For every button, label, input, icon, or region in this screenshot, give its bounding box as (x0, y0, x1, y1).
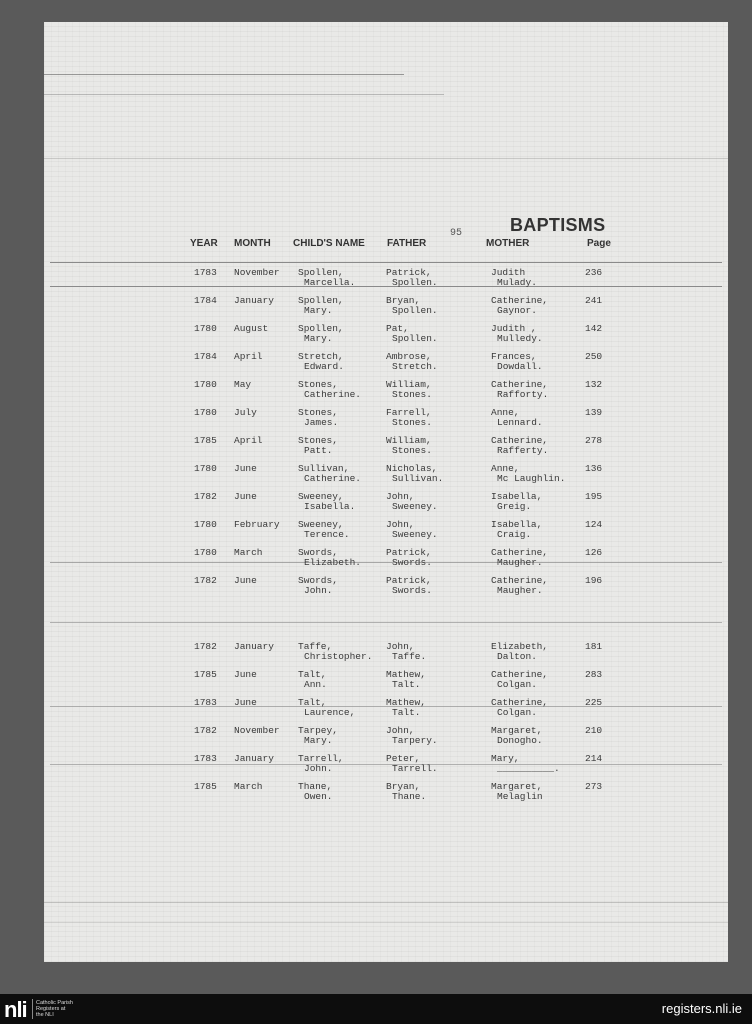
entry-year: 1784 (194, 295, 217, 306)
entry-page: 195 (585, 491, 603, 502)
entry-month: January (234, 295, 274, 306)
table-row (44, 726, 728, 754)
entry-year: 1784 (194, 351, 217, 362)
entry-child: Sweeney, (298, 491, 344, 502)
entry-month: June (234, 491, 257, 502)
entry-child: Stones, (298, 407, 338, 418)
entry-father: William, (386, 379, 432, 390)
entry-child: Stones, (298, 379, 338, 390)
entry-page: 139 (585, 407, 603, 418)
entry-year: 1785 (194, 435, 217, 446)
entry-mother-line2: Gaynor. (497, 305, 537, 316)
entry-mother-line2: Mulledy. (497, 333, 543, 344)
entry-father: John, (386, 641, 415, 652)
entry-child-line2: Marcella. (304, 277, 356, 288)
entry-page: 225 (585, 697, 603, 708)
entry-father-line2: Swords. (392, 557, 432, 568)
entry-year: 1783 (194, 697, 217, 708)
entry-month: June (234, 575, 257, 586)
entry-child-line2: Isabella. (304, 501, 356, 512)
entry-child-line2: James. (304, 417, 339, 428)
entry-year: 1782 (194, 641, 217, 652)
entry-page: 132 (585, 379, 603, 390)
site-link[interactable]: registers.nli.ie (661, 1001, 742, 1016)
table-row (44, 464, 728, 492)
entry-father: Mathew, (386, 669, 426, 680)
entry-page: 126 (585, 547, 603, 558)
entry-mother: Anne, (491, 407, 520, 418)
nli-logo[interactable]: nli (4, 997, 27, 1022)
entry-child: Thane, (298, 781, 333, 792)
entry-mother-line2: Colgan. (497, 679, 537, 690)
entry-father: Peter, (386, 753, 421, 764)
entry-child-line2: Patt. (304, 445, 333, 456)
entry-child-line2: Laurence, (304, 707, 356, 718)
entry-page: 142 (585, 323, 603, 334)
row-rule (50, 622, 722, 623)
entry-child-line2: Ann. (304, 679, 327, 690)
table-row (44, 670, 728, 698)
entry-child: Swords, (298, 575, 338, 586)
entry-mother-line2: Donogho. (497, 735, 543, 746)
entry-father: Pat, (386, 323, 409, 334)
entry-father-line2: Talt. (392, 707, 421, 718)
entry-mother-line2: Maugher. (497, 585, 543, 596)
entry-month: November (234, 267, 280, 278)
entry-page: 136 (585, 463, 603, 474)
table-row (44, 268, 728, 296)
header-year: YEAR (190, 238, 218, 249)
entry-child-line2: Mary. (304, 333, 333, 344)
entry-page: 210 (585, 725, 603, 736)
entry-child-line2: Terence. (304, 529, 350, 540)
entry-father-line2: Sullivan. (392, 473, 444, 484)
table-row (44, 408, 728, 436)
entry-mother: Catherine, (491, 379, 549, 390)
entry-year: 1780 (194, 407, 217, 418)
entry-mother-line2: Dowdall. (497, 361, 543, 372)
entry-child: Taffe, (298, 641, 333, 652)
entry-mother: Catherine, (491, 697, 549, 708)
table-row (44, 352, 728, 380)
register-page (44, 22, 728, 962)
table-row (44, 520, 728, 548)
entry-page: 181 (585, 641, 603, 652)
entry-mother: Catherine, (491, 575, 549, 586)
entry-page: 241 (585, 295, 603, 306)
table-row (44, 492, 728, 520)
entry-page: 214 (585, 753, 603, 764)
entry-child: Stretch, (298, 351, 344, 362)
table-row (44, 754, 728, 782)
entry-year: 1780 (194, 519, 217, 530)
entry-month: August (234, 323, 269, 334)
entry-year: 1782 (194, 725, 217, 736)
scan-streak (44, 74, 404, 75)
table-row (44, 436, 728, 464)
entry-month: April (234, 351, 263, 362)
entry-child: Swords, (298, 547, 338, 558)
entry-child: Spollen, (298, 295, 344, 306)
entry-page: 236 (585, 267, 603, 278)
entry-mother-line2: Maugher. (497, 557, 543, 568)
entry-father: John, (386, 725, 415, 736)
entry-mother-line2: Dalton. (497, 651, 537, 662)
logo-divider (32, 999, 33, 1019)
entry-child: Spollen, (298, 323, 344, 334)
entry-child: Stones, (298, 435, 338, 446)
table-row (44, 782, 728, 810)
entry-child-line2: John. (304, 763, 333, 774)
entry-child-line2: Elizabeth. (304, 557, 362, 568)
entry-child-line2: Mary. (304, 735, 333, 746)
entry-year: 1780 (194, 323, 217, 334)
table-row (44, 296, 728, 324)
entry-month: June (234, 463, 257, 474)
entry-father: Bryan, (386, 781, 421, 792)
entry-father-line2: Tarrell. (392, 763, 438, 774)
entry-father: Bryan, (386, 295, 421, 306)
entry-page: 283 (585, 669, 603, 680)
entry-child: Talt, (298, 669, 327, 680)
entry-father-line2: Swords. (392, 585, 432, 596)
table-row (44, 548, 728, 576)
logo-caption (36, 1000, 73, 1018)
entry-mother-line2: Craig. (497, 529, 532, 540)
table-row (44, 324, 728, 352)
entry-mother: Isabella, (491, 519, 543, 530)
entry-mother-line2: Melaglin (497, 791, 543, 802)
entry-mother: Judith , (491, 323, 537, 334)
entry-month: January (234, 753, 274, 764)
entry-child-line2: Mary. (304, 305, 333, 316)
entry-father: Farrell, (386, 407, 432, 418)
header-child: CHILD'S NAME (293, 238, 365, 249)
entry-father: John, (386, 491, 415, 502)
scan-streak (44, 158, 728, 159)
entry-father-line2: Spollen. (392, 305, 438, 316)
entry-father: Nicholas, (386, 463, 438, 474)
entry-mother-line2: Colgan. (497, 707, 537, 718)
entry-father-line2: Spollen. (392, 277, 438, 288)
entry-month: July (234, 407, 257, 418)
entry-year: 1780 (194, 379, 217, 390)
table-row (44, 380, 728, 408)
entry-page: 250 (585, 351, 603, 362)
table-row (44, 576, 728, 604)
logo-line: Registers at (36, 1006, 66, 1012)
table-row (44, 642, 728, 670)
scan-streak (44, 902, 728, 903)
entry-father: Patrick, (386, 575, 432, 586)
entry-father: Mathew, (386, 697, 426, 708)
entry-child-line2: Edward. (304, 361, 344, 372)
entry-year: 1785 (194, 669, 217, 680)
entry-father: Patrick, (386, 547, 432, 558)
entry-month: March (234, 781, 263, 792)
entry-month: June (234, 669, 257, 680)
entry-father-line2: Stones. (392, 389, 432, 400)
entry-mother-line2: Mc Laughlin. (497, 473, 566, 484)
scan-streak (44, 94, 444, 95)
entry-mother-line2: Lennard. (497, 417, 543, 428)
entry-father-line2: Thane. (392, 791, 427, 802)
header-mother: MOTHER (486, 238, 530, 249)
header-month: MONTH (234, 238, 271, 249)
entry-mother: Anne, (491, 463, 520, 474)
header-father: FATHER (387, 238, 427, 249)
register-title: BAPTISMS (510, 215, 606, 235)
entry-mother-line2: Mulady. (497, 277, 537, 288)
entry-father-line2: Sweeney. (392, 501, 438, 512)
entry-child: Tarpey, (298, 725, 338, 736)
entry-month: May (234, 379, 252, 390)
entry-mother: Isabella, (491, 491, 543, 502)
entry-child-line2: Catherine. (304, 473, 362, 484)
logo-line: Catholic Parish (36, 1000, 73, 1006)
entry-year: 1785 (194, 781, 217, 792)
entry-mother: Catherine, (491, 669, 549, 680)
entry-page: 278 (585, 435, 603, 446)
entry-father-line2: Spollen. (392, 333, 438, 344)
entry-month: June (234, 697, 257, 708)
entry-father-line2: Stones. (392, 445, 432, 456)
entry-child-line2: Christopher. (304, 651, 373, 662)
entry-mother-line2: Rafferty. (497, 445, 549, 456)
entry-child-line2: Owen. (304, 791, 333, 802)
entry-child: Talt, (298, 697, 327, 708)
entry-page: 196 (585, 575, 603, 586)
entry-year: 1780 (194, 547, 217, 558)
logo-line: the NLI (36, 1012, 54, 1018)
header-page: Page (587, 238, 611, 249)
entry-year: 1782 (194, 575, 217, 586)
entry-child: Sweeney, (298, 519, 344, 530)
entry-mother: Frances, (491, 351, 537, 362)
entry-month: November (234, 725, 280, 736)
entry-father-line2: Stones. (392, 417, 432, 428)
footer-bar (0, 994, 752, 1024)
entry-month: February (234, 519, 280, 530)
entry-month: March (234, 547, 263, 558)
entry-mother: Catherine, (491, 547, 549, 558)
entry-father-line2: Sweeney. (392, 529, 438, 540)
entry-mother: Margaret, (491, 725, 543, 736)
entry-father-line2: Talt. (392, 679, 421, 690)
entry-father-line2: Tarpery. (392, 735, 438, 746)
page-number: 95 (450, 228, 463, 239)
entry-mother-line2: Greig. (497, 501, 532, 512)
scan-streak (44, 922, 728, 923)
entry-mother: Elizabeth, (491, 641, 549, 652)
entry-child: Spollen, (298, 267, 344, 278)
entry-father: Patrick, (386, 267, 432, 278)
entry-father: John, (386, 519, 415, 530)
entry-child-line2: Catherine. (304, 389, 362, 400)
entry-mother: Judith (491, 267, 526, 278)
entry-mother: Mary, (491, 753, 520, 764)
row-rule (50, 262, 722, 263)
entry-page: 124 (585, 519, 603, 530)
entry-child-line2: John. (304, 585, 333, 596)
entry-year: 1782 (194, 491, 217, 502)
entry-father: Ambrose, (386, 351, 432, 362)
entry-year: 1783 (194, 753, 217, 764)
entry-mother-line2: Rafforty. (497, 389, 549, 400)
entry-mother: Catherine, (491, 435, 549, 446)
entry-child: Tarrell, (298, 753, 344, 764)
entry-month: April (234, 435, 263, 446)
entry-month: January (234, 641, 274, 652)
entry-child: Sullivan, (298, 463, 350, 474)
entry-year: 1783 (194, 267, 217, 278)
table-row (44, 698, 728, 726)
entry-year: 1780 (194, 463, 217, 474)
entry-father-line2: Stretch. (392, 361, 438, 372)
entry-page: 273 (585, 781, 603, 792)
entry-mother: Margaret, (491, 781, 543, 792)
entry-mother: Catherine, (491, 295, 549, 306)
entry-father: William, (386, 435, 432, 446)
entry-father-line2: Taffe. (392, 651, 427, 662)
entry-mother-line2: __________. (497, 763, 560, 774)
